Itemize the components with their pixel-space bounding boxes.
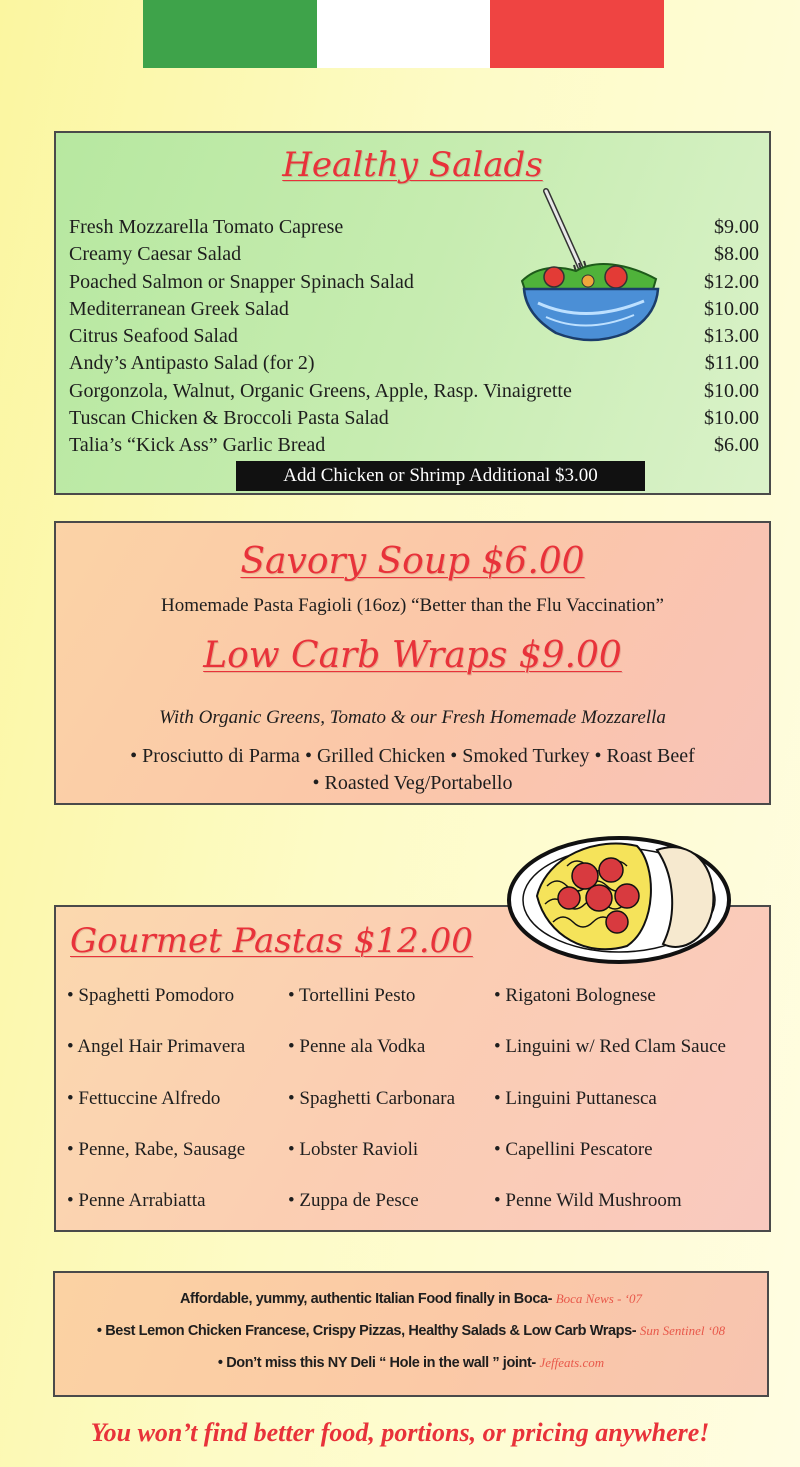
spaghetti-plate-icon bbox=[507, 826, 733, 968]
pasta-column-1 bbox=[67, 985, 245, 1241]
salad-item bbox=[69, 296, 759, 323]
review-2-source: Sun Sentinel ‘08 bbox=[639, 1323, 726, 1338]
soup-description: Homemade Pasta Fagioli (16oz) “Better than the Flu Vaccination” bbox=[160, 595, 664, 616]
salad-item-price: $12.00 bbox=[704, 270, 759, 293]
tagline: You won’t find better food, portions, or pricing anywhere! bbox=[90, 1418, 710, 1447]
pasta-item: • Tortellini Pesto bbox=[288, 985, 416, 1006]
wraps-title: Low Carb Wraps $9.00 bbox=[203, 635, 622, 676]
review-1-text: Affordable, yummy, authentic Italian Food finally in Boca- bbox=[179, 1291, 553, 1307]
wraps-options-line-2: • Roasted Veg/Portabello bbox=[312, 772, 513, 794]
salad-item-name: Talia’s “Kick Ass” Garlic Bread bbox=[69, 434, 326, 457]
salad-item bbox=[69, 214, 759, 241]
soup-wraps-section bbox=[54, 521, 771, 805]
pasta-item: • Zuppa de Pesce bbox=[288, 1190, 419, 1212]
pasta-item: • Rigatoni Bolognese bbox=[494, 985, 656, 1006]
salad-item bbox=[69, 269, 759, 296]
salad-list bbox=[69, 214, 759, 460]
flag-white-stripe bbox=[317, 0, 491, 68]
reviews-section bbox=[53, 1271, 769, 1397]
pasta-item: • Fettuccine Alfredo bbox=[67, 1087, 221, 1109]
review-1-source: Boca News - ‘07 bbox=[555, 1291, 643, 1306]
salad-item-name: Andy’s Antipasto Salad (for 2) bbox=[69, 352, 315, 375]
review-3-text: • Don’t miss this NY Deli “ Hole in the wall ” joint- bbox=[217, 1355, 536, 1371]
salad-item bbox=[69, 350, 759, 377]
pasta-item: • Spaghetti Pomodoro bbox=[67, 985, 235, 1006]
review-1 bbox=[55, 1291, 767, 1307]
salad-item-price: $10.00 bbox=[704, 297, 759, 320]
salad-item-price: $8.00 bbox=[714, 243, 759, 266]
salad-item-name: Tuscan Chicken & Broccoli Pasta Salad bbox=[69, 407, 389, 430]
salads-title: Healthy Salads bbox=[282, 145, 543, 185]
italian-flag bbox=[143, 0, 664, 68]
pasta-item: • Penne Arrabiatta bbox=[67, 1190, 206, 1212]
salad-item-price: $6.00 bbox=[714, 434, 759, 457]
review-2-text: • Best Lemon Chicken Francese, Crispy Pizzas, Healthy Salads & Low Carb Wraps- bbox=[96, 1323, 637, 1339]
flag-red-stripe bbox=[490, 0, 664, 68]
pasta-item: • Angel Hair Primavera bbox=[67, 1036, 246, 1058]
pasta-column-3 bbox=[494, 985, 726, 1241]
wraps-options bbox=[56, 743, 769, 797]
salad-item bbox=[69, 323, 759, 350]
salad-item bbox=[69, 432, 759, 459]
wraps-options-line-1: • Prosciutto di Parma • Grilled Chicken • Smoked Turkey • Roast Beef bbox=[130, 745, 695, 767]
salad-item bbox=[69, 405, 759, 432]
salad-item-name: Gorgonzola, Walnut, Organic Greens, Apple, Rasp. Vinaigrette bbox=[69, 379, 572, 402]
salad-add-on-note: Add Chicken or Shrimp Additional $3.00 bbox=[236, 461, 645, 491]
pasta-item: • Linguini Puttanesca bbox=[494, 1087, 657, 1109]
salad-item-name: Fresh Mozzarella Tomato Caprese bbox=[69, 216, 344, 238]
pasta-item: • Penne ala Vodka bbox=[288, 1036, 426, 1058]
salad-item bbox=[69, 378, 759, 405]
pastas-title: Gourmet Pastas $12.00 bbox=[70, 921, 473, 961]
salad-item-name: Citrus Seafood Salad bbox=[69, 325, 238, 348]
salad-item bbox=[69, 241, 759, 268]
pasta-item: • Linguini w/ Red Clam Sauce bbox=[494, 1036, 726, 1058]
pasta-item: • Penne Wild Mushroom bbox=[494, 1190, 682, 1212]
wraps-subtitle: With Organic Greens, Tomato & our Fresh Homemade Mozzarella bbox=[159, 707, 666, 728]
pasta-column-2 bbox=[288, 985, 455, 1241]
salad-item-name: Creamy Caesar Salad bbox=[69, 243, 242, 266]
pasta-item: • Capellini Pescatore bbox=[494, 1138, 653, 1160]
flag-green-stripe bbox=[143, 0, 317, 68]
pasta-item: • Penne, Rabe, Sausage bbox=[67, 1138, 246, 1160]
review-3-source: Jeffeats.com bbox=[539, 1355, 605, 1370]
soup-title: Savory Soup $6.00 bbox=[240, 541, 585, 582]
salad-item-price: $10.00 bbox=[704, 407, 759, 430]
salad-item-price: $9.00 bbox=[714, 216, 759, 238]
salad-item-name: Mediterranean Greek Salad bbox=[69, 297, 289, 320]
salad-item-price: $11.00 bbox=[704, 352, 759, 375]
salad-item-price: $10.00 bbox=[704, 379, 759, 402]
review-2 bbox=[55, 1323, 767, 1339]
salads-section bbox=[54, 131, 771, 495]
pasta-item: • Spaghetti Carbonara bbox=[288, 1087, 456, 1109]
review-3 bbox=[55, 1355, 767, 1371]
pasta-item: • Lobster Ravioli bbox=[288, 1138, 419, 1160]
salad-item-price: $13.00 bbox=[704, 325, 759, 348]
salad-item-name: Poached Salmon or Snapper Spinach Salad bbox=[69, 270, 414, 293]
